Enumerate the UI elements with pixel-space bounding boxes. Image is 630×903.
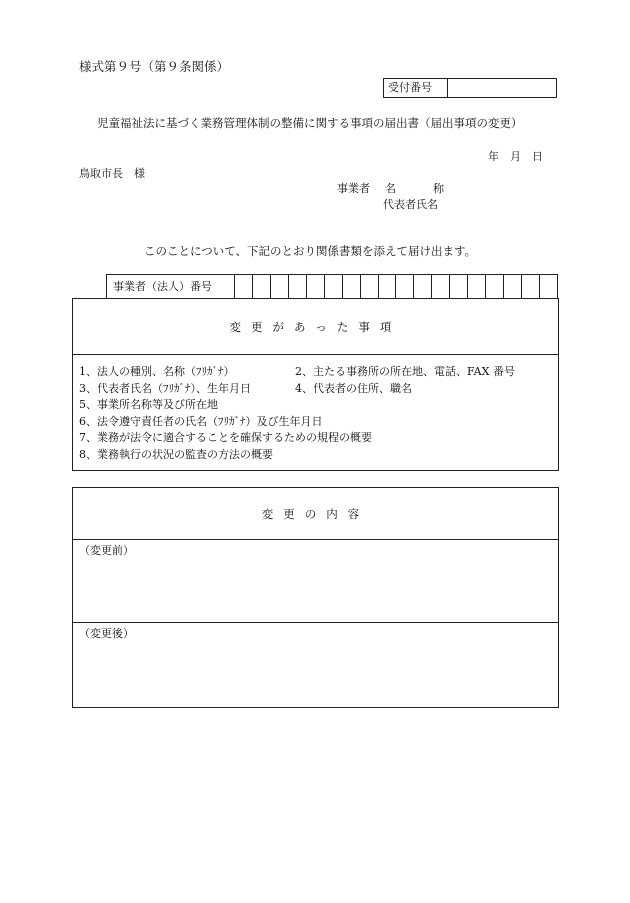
corporate-number-digit-cell[interactable]: [361, 275, 379, 298]
corporate-number-digit-cell[interactable]: [504, 275, 522, 298]
applicant-name-row: [337, 180, 444, 196]
change-content-box: [72, 487, 559, 708]
corporate-number-digit-cell[interactable]: [414, 275, 432, 298]
corporate-number-digit-cell[interactable]: [522, 275, 540, 298]
changed-items-box: [72, 298, 559, 471]
changed-item: 4、代表者の住所、職名: [295, 381, 412, 395]
representative-label: 代表者氏名: [383, 198, 438, 211]
addressee: 鳥取市長 様: [79, 167, 145, 180]
name-label: 名: [385, 182, 396, 195]
changed-item-row: [73, 413, 558, 430]
document-title: 児童福祉法に基づく業務管理体制の整備に関する事項の届出書（届出事項の変更）: [97, 116, 523, 130]
after-change-label: （変更後）: [79, 627, 134, 640]
name-label-2: 称: [433, 182, 444, 195]
corporate-number-digit-cell[interactable]: [271, 275, 289, 298]
corporate-number-digit-cell[interactable]: [540, 275, 557, 298]
after-change-area[interactable]: [73, 623, 558, 641]
changed-items-list: [73, 355, 558, 462]
receipt-number-box: [383, 78, 557, 98]
representative-name-row: [383, 196, 438, 212]
change-content-header: 変更の内容: [73, 488, 558, 540]
before-change-label: （変更前）: [79, 544, 134, 557]
intro-text: このことについて、下記のとおり関係書類を添えて届け出ます。: [144, 244, 477, 258]
changed-item-row: [73, 363, 558, 380]
corporate-number-digit-cell[interactable]: [486, 275, 504, 298]
receipt-number-label: 受付番号: [384, 79, 448, 97]
changed-item-row: [73, 429, 558, 446]
corporate-number-digit-cell[interactable]: [396, 275, 414, 298]
changed-item: 5、事業所名称等及び所在地: [79, 398, 218, 411]
before-change-area[interactable]: [73, 540, 558, 623]
corporate-number-label: 事業者（法人）番号: [107, 275, 235, 298]
business-label: 事業者: [337, 182, 370, 195]
corporate-number-digit-cell[interactable]: [343, 275, 361, 298]
changed-item: 7、業務が法令に適合することを確保するための規程の概要: [79, 431, 372, 444]
changed-item: 3、代表者氏名（ﾌﾘｶﾞﾅ）、生年月日: [79, 381, 251, 395]
corporate-number-digit-cell[interactable]: [432, 275, 450, 298]
changed-item: 2、主たる事務所の所在地、電話、FAX 番号: [295, 365, 515, 378]
corporate-number-digit-cell[interactable]: [289, 275, 307, 298]
changed-item: 1、法人の種別、名称（ﾌﾘｶﾞﾅ）: [79, 365, 235, 378]
changed-item-row: [73, 380, 558, 397]
corporate-number-cells: [235, 275, 557, 298]
corporate-number-digit-cell[interactable]: [253, 275, 271, 298]
corporate-number-digit-cell[interactable]: [325, 275, 343, 298]
changed-item-row: [73, 396, 558, 413]
changed-item: 8、業務執行の状況の監査の方法の概要: [79, 447, 273, 461]
corporate-number-digit-cell[interactable]: [450, 275, 468, 298]
receipt-number-field[interactable]: [448, 79, 556, 97]
corporate-number-row: [106, 274, 558, 298]
corporate-number-digit-cell[interactable]: [235, 275, 253, 298]
changed-items-header: 変更があった事項: [73, 299, 558, 355]
corporate-number-digit-cell[interactable]: [379, 275, 397, 298]
changed-item: 6、法令遵守責任者の氏名（ﾌﾘｶﾞﾅ）及び生年月日: [79, 414, 323, 428]
changed-item-row: [73, 446, 558, 463]
corporate-number-digit-cell[interactable]: [307, 275, 325, 298]
corporate-number-digit-cell[interactable]: [468, 275, 486, 298]
form-id: 様式第９号（第９条関係）: [79, 59, 230, 74]
date-line: 年 月 日: [488, 150, 543, 163]
